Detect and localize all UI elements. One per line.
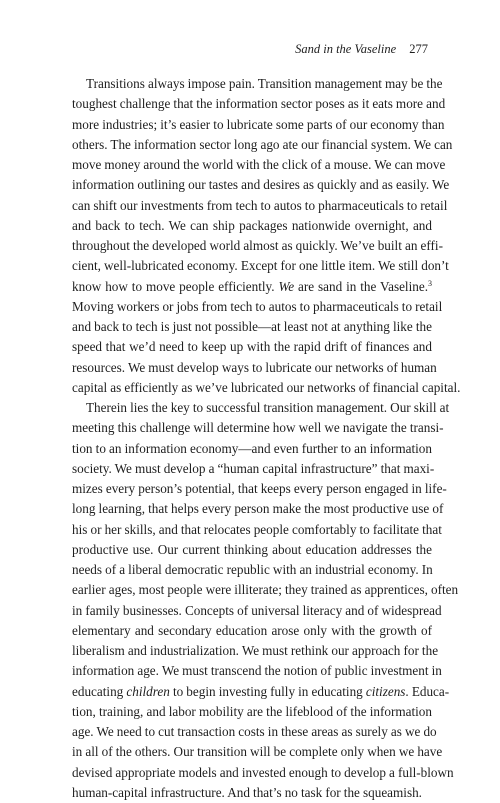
text-line bbox=[72, 236, 443, 256]
text-segment: long learning, that helps every person make the most productive use of bbox=[72, 501, 444, 517]
text-segment: meeting this challenge will determine how well we navigate the transi- bbox=[72, 420, 444, 436]
italic-text: We bbox=[278, 278, 295, 294]
text-segment: and back to tech. We can ship packages nationwide overnight, and bbox=[72, 217, 432, 233]
text-segment: his or her skills, and that relocates people comfortably to facilitate that bbox=[72, 521, 442, 537]
text-line bbox=[72, 378, 461, 398]
text-line bbox=[72, 499, 444, 519]
text-segment: throughout the developed world almost as quickly. We’ve built an effi- bbox=[72, 238, 443, 253]
italic-text: citizens bbox=[365, 683, 406, 699]
text-line bbox=[72, 439, 432, 459]
text-line bbox=[72, 560, 432, 580]
paragraph bbox=[72, 74, 461, 398]
text-segment: educating bbox=[72, 683, 127, 699]
text-segment: others. The information sector long ago ate our financial system. We can bbox=[72, 136, 453, 152]
text-segment: productive use. Our current thinking about education addresses the bbox=[72, 541, 432, 557]
text-segment: in all of the others. Our transition will be complete only when we have bbox=[72, 744, 443, 760]
text-segment: know how to move people efficiently. bbox=[72, 278, 279, 294]
text-segment: and back to tech is just not possible—at least not at anything like the bbox=[72, 319, 432, 334]
text-line bbox=[72, 520, 442, 540]
text-segment: move money around the world with the click of a mouse. We can move bbox=[72, 157, 446, 172]
text-segment: can shift our investments from tech to autos to pharmaceuticals to retail bbox=[72, 197, 448, 213]
text-line bbox=[72, 358, 437, 378]
text-line bbox=[72, 621, 432, 641]
text-line bbox=[72, 601, 442, 621]
text-line bbox=[72, 479, 447, 499]
text-line bbox=[72, 216, 432, 236]
text-segment: liberalism and industrialization. We must rethink our approach for the bbox=[72, 643, 439, 658]
text-segment: capital as efficiently as we’ve lubricated our networks of financial capital. bbox=[72, 379, 461, 395]
text-segment: . Educa- bbox=[405, 683, 450, 699]
text-line bbox=[72, 580, 459, 600]
text-segment: human-capital infrastructure. And that’s no task for the squeamish. bbox=[72, 784, 422, 800]
text-line bbox=[72, 115, 445, 135]
text-line bbox=[72, 74, 443, 94]
text-line bbox=[72, 155, 446, 175]
text-line bbox=[72, 702, 432, 722]
text-segment: Transitions always impose pain. Transition management may be the bbox=[86, 76, 443, 91]
text-segment: elementary and secondary education arose only with the growth of bbox=[72, 622, 432, 638]
running-head-title: Sand in the Vaseline bbox=[295, 42, 397, 56]
text-line bbox=[72, 196, 448, 216]
text-line bbox=[72, 742, 443, 762]
text-segment: cient, well-lubricated economy. Except for one little item. We still don’t bbox=[72, 258, 449, 274]
text-segment: in family businesses. Concepts of universal literacy and of widespread bbox=[72, 602, 442, 618]
text-line bbox=[72, 418, 444, 438]
running-head bbox=[295, 41, 428, 57]
text-line bbox=[72, 641, 439, 661]
text-segment: age. We need to cut transaction costs in these areas as surely as we do bbox=[72, 724, 437, 739]
italic-text: children bbox=[126, 683, 170, 699]
text-line bbox=[72, 297, 443, 317]
text-segment: society. We must develop a “human capital infrastructure” that maxi- bbox=[72, 460, 435, 476]
page-number: 277 bbox=[409, 42, 428, 56]
text-segment: tion to an information economy—and even further to an information bbox=[72, 440, 432, 456]
text-segment: are sand in the Vaseline. bbox=[294, 278, 428, 294]
text-segment: tion, training, and labor mobility are the lifeblood of the information bbox=[72, 703, 432, 719]
text-line bbox=[72, 661, 442, 681]
text-line bbox=[72, 256, 449, 276]
text-line bbox=[72, 277, 432, 297]
text-segment: information age. We must transcend the notion of public investment in bbox=[72, 663, 442, 679]
text-segment: resources. We must develop ways to lubricate our networks of human bbox=[72, 359, 437, 375]
footnote-marker: 3 bbox=[428, 278, 432, 288]
text-line bbox=[72, 337, 432, 357]
text-segment: toughest challenge that the information sector poses as it eats more and bbox=[72, 96, 446, 112]
text-segment: mizes every person’s potential, that keeps every person engaged in life- bbox=[72, 481, 447, 496]
text-line bbox=[72, 459, 435, 479]
text-segment: to begin investing fully in educating bbox=[169, 683, 366, 699]
text-line bbox=[72, 540, 432, 560]
text-line bbox=[72, 317, 432, 337]
text-line bbox=[72, 94, 446, 114]
text-segment: earlier ages, most people were illiterate; they trained as apprentices, often bbox=[72, 582, 459, 598]
text-line bbox=[72, 783, 432, 803]
text-segment: Moving workers or jobs from tech to autos to pharmaceuticals to retail bbox=[72, 298, 443, 314]
text-line bbox=[72, 722, 437, 742]
text-segment: needs of a liberal democratic republic with an industrial economy. In bbox=[72, 562, 433, 577]
text-segment: information outlining our tastes and desires as quickly and as easily. We bbox=[72, 177, 450, 193]
body-text bbox=[72, 74, 461, 803]
text-line bbox=[72, 135, 453, 155]
text-segment: Therein lies the key to successful transition management. Our skill at bbox=[86, 400, 450, 415]
text-line bbox=[72, 682, 450, 702]
paragraph bbox=[72, 398, 459, 803]
text-segment: devised appropriate models and invested enough to develop a full-blown bbox=[72, 764, 454, 780]
text-line bbox=[72, 398, 450, 418]
text-segment: more industries; it’s easier to lubricate some parts of our economy than bbox=[72, 116, 445, 132]
text-segment: speed that we’d need to keep up with the rapid drift of finances and bbox=[72, 339, 432, 355]
text-line bbox=[72, 763, 454, 783]
text-line bbox=[72, 175, 450, 195]
